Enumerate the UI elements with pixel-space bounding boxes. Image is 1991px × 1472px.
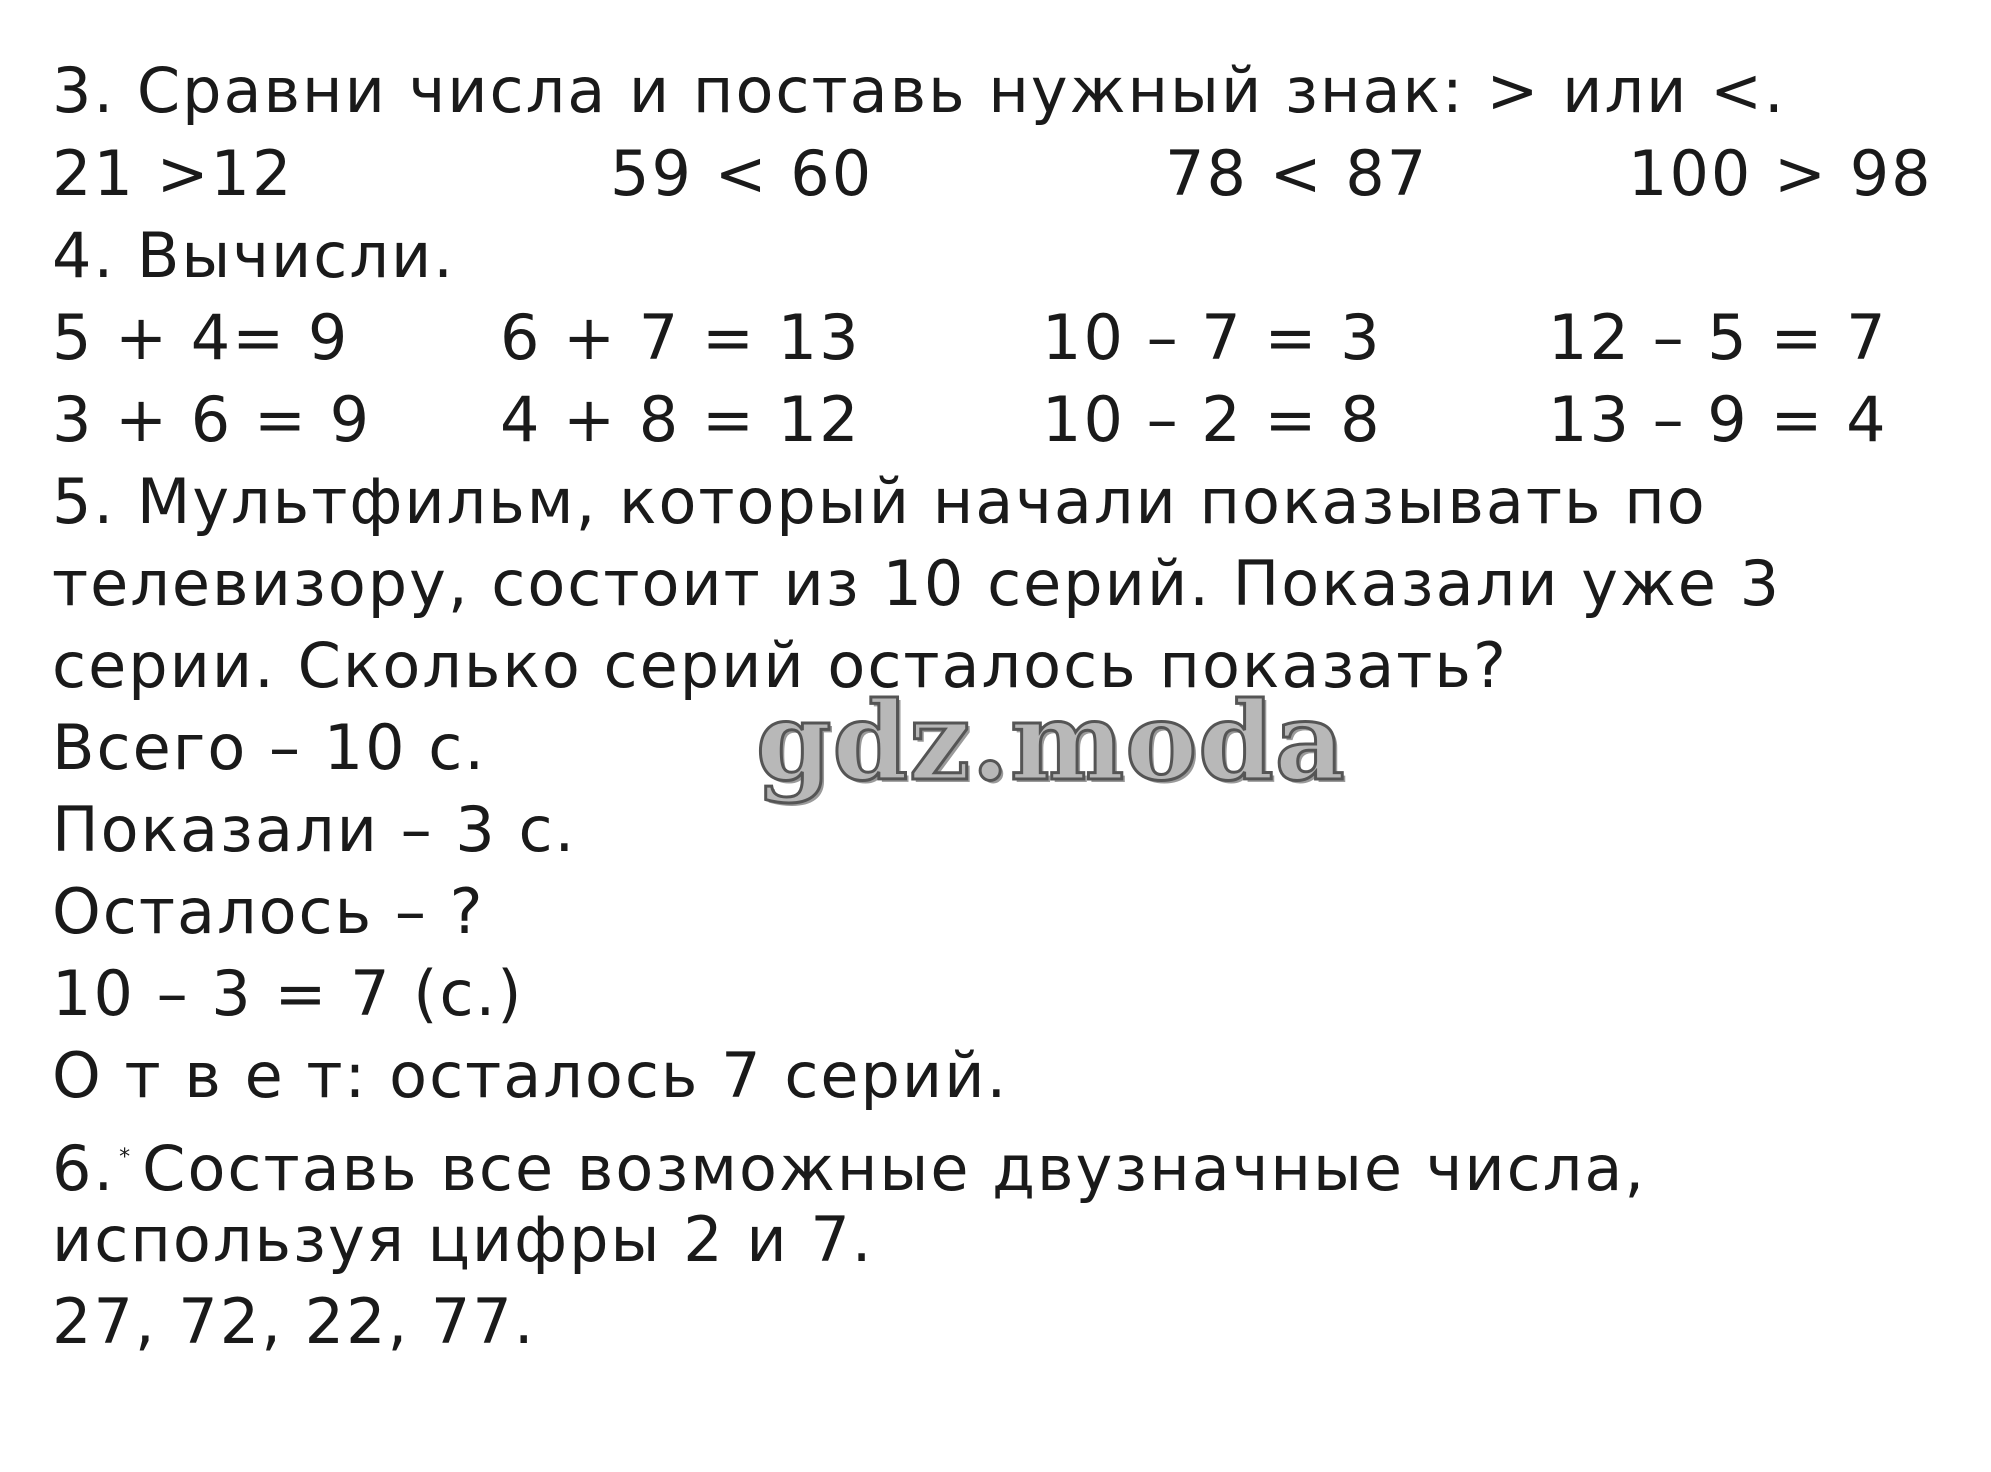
task5-condition-shown: Показали – 3 с. — [52, 793, 577, 866]
task6-star-mark: * — [119, 1145, 133, 1170]
task6-answer: 27, 72, 22, 77. — [52, 1285, 536, 1358]
task4-expr-2-4: 13 – 9 = 4 — [1548, 383, 1888, 456]
task5-text-line-2: телевизору, состоит из 10 серий. Показали уже 3 — [52, 547, 1782, 620]
task3-title: 3. Сравни числа и поставь нужный знак: > или <. — [52, 54, 1786, 127]
task3-answer-3: 78 < 87 — [1165, 137, 1429, 210]
task4-title: 4. Вычисли. — [52, 219, 455, 292]
task3-answers-row — [52, 133, 1952, 215]
task3-answer-1: 21 >12 — [52, 137, 294, 210]
task4-expr-2-2: 4 + 8 = 12 — [500, 383, 861, 456]
task5-condition-left: Осталось – ? — [52, 875, 485, 948]
task3-answer-2: 59 < 60 — [610, 137, 874, 210]
task4-expr-2-3: 10 – 2 = 8 — [1042, 383, 1382, 456]
task6-text-line-1 — [52, 1117, 1647, 1205]
task3-answer-4: 100 > 98 — [1628, 137, 1933, 210]
task4-row-1 — [52, 297, 1952, 379]
task5-text-line-3: серии. Сколько серий осталось показать? — [52, 629, 1508, 702]
task4-row-2 — [52, 379, 1952, 461]
task4-expr-1-4: 12 – 5 = 7 — [1548, 301, 1888, 374]
task6-text-line-2: используя цифры 2 и 7. — [52, 1203, 874, 1276]
task5-condition-total: Всего – 10 с. — [52, 711, 487, 784]
task5-text-line-1: 5. Мультфильм, который начали показывать по — [52, 465, 1707, 538]
task5-answer: О т в е т: осталось 7 серий. — [52, 1039, 1009, 1112]
task5-solution: 10 – 3 = 7 (с.) — [52, 957, 524, 1030]
task4-expr-1-3: 10 – 7 = 3 — [1042, 301, 1382, 374]
task4-expr-2-1: 3 + 6 = 9 — [52, 383, 372, 456]
task6-text-first: Составь все возможные двузначные числа, — [142, 1132, 1647, 1205]
task6-number: 6. — [52, 1132, 116, 1205]
watermark-logo: gdz.moda — [756, 679, 1346, 805]
task4-expr-1-1: 5 + 4= 9 — [52, 301, 350, 374]
task4-expr-1-2: 6 + 7 = 13 — [500, 301, 861, 374]
